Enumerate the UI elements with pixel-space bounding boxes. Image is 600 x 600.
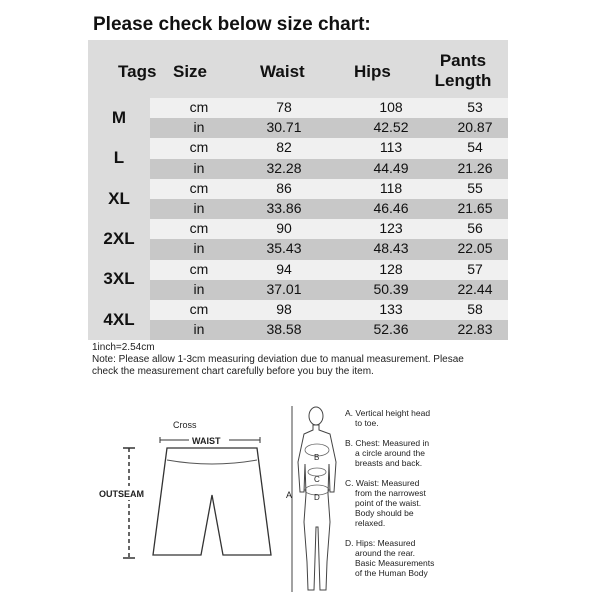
- unit-cell: cm: [189, 260, 209, 277]
- unit-cell: in: [193, 199, 205, 216]
- body-diagram: [284, 402, 344, 597]
- waist-cell: 30.71: [266, 119, 302, 136]
- waist-cell: 86: [276, 179, 292, 196]
- legend-d: [345, 538, 434, 578]
- size-tags-column: [88, 98, 150, 340]
- header-tags: Tags: [118, 62, 157, 81]
- length-cell: 57: [467, 260, 483, 277]
- legend-d-line2: around the rear.: [355, 548, 416, 558]
- waist-label: WAIST: [192, 436, 221, 446]
- length-cell: 54: [467, 139, 483, 156]
- legend-c: [345, 478, 426, 528]
- header-length-line1: Pants: [439, 51, 487, 70]
- unit-cell: in: [193, 119, 205, 136]
- outseam-label: OUTSEAM: [99, 489, 144, 499]
- unit-cell: cm: [189, 139, 209, 156]
- waist-cell: 33.86: [266, 199, 302, 216]
- header-hips: Hips: [354, 62, 391, 81]
- hips-cell: 118: [379, 179, 403, 196]
- legend-c-line2: from the narrowest: [355, 488, 426, 498]
- unit-cell: cm: [189, 179, 209, 196]
- cross-label: Cross: [173, 420, 197, 430]
- hips-cell: 50.39: [373, 280, 409, 297]
- hips-cell: 42.52: [373, 119, 409, 136]
- size-tag-3xl: 3XL: [103, 269, 135, 288]
- size-tag-4xl: 4XL: [103, 310, 135, 329]
- legend-a-line2: to toe.: [355, 418, 379, 428]
- hips-cell: 44.49: [373, 159, 409, 176]
- waist-cell: 38.58: [266, 321, 302, 338]
- header-size: Size: [173, 62, 208, 81]
- legend-a-line1: A. Vertical height head: [345, 408, 431, 418]
- unit-cell: cm: [189, 220, 209, 237]
- table-row: [150, 320, 508, 340]
- legend-b-line1: B. Chest: Measured in: [345, 438, 430, 448]
- size-table-body: [150, 98, 508, 340]
- legend-a: [345, 408, 430, 428]
- measurement-note-line2: check the measurement chart carefully before you buy the item.: [92, 366, 374, 377]
- table-row: [150, 300, 508, 320]
- table-row: [150, 179, 508, 199]
- hips-cell: 46.46: [373, 199, 409, 216]
- table-row: [150, 260, 508, 280]
- waist-cell: 35.43: [266, 240, 302, 257]
- legend-c-line3: point of the waist.: [355, 498, 422, 508]
- length-cell: 58: [467, 300, 483, 317]
- marker-a-label: A: [286, 490, 293, 500]
- table-row: [150, 159, 508, 179]
- table-row: [150, 118, 508, 138]
- waist-cell: 37.01: [266, 280, 302, 297]
- body-outline-icon: [298, 425, 336, 590]
- marker-b-label: B: [314, 453, 320, 462]
- size-tag-l: L: [113, 148, 125, 167]
- hips-cell: 108: [379, 99, 403, 115]
- marker-d-label: D: [314, 493, 320, 502]
- measurement-note-line1: Note: Please allow 1-3cm measuring deviation due to manual measurement. Plesae: [92, 354, 464, 365]
- length-cell: 21.65: [457, 199, 493, 216]
- length-cell: 55: [467, 179, 483, 196]
- hips-cell: 113: [379, 139, 403, 156]
- hips-cell: 48.43: [373, 240, 409, 257]
- hips-cell: 128: [379, 260, 403, 277]
- legend-d-line1: D. Hips: Measured: [345, 538, 416, 548]
- size-tag-2xl: 2XL: [103, 229, 135, 248]
- head-icon: [309, 407, 323, 425]
- legend-b-line3: breasts and back.: [355, 458, 423, 468]
- table-row: [150, 138, 508, 158]
- hips-cell: 52.36: [373, 321, 409, 338]
- legend-d-line3: Basic Measurements: [355, 558, 435, 568]
- legend-c-line4: Body should be: [355, 508, 414, 518]
- unit-cell: in: [193, 321, 205, 338]
- table-header: [88, 40, 508, 98]
- length-cell: 21.26: [457, 159, 493, 176]
- unit-cell: cm: [189, 99, 209, 115]
- size-tag-m: M: [111, 108, 127, 127]
- legend-c-line5: relaxed.: [355, 518, 386, 528]
- length-cell: 56: [467, 220, 483, 237]
- size-tag-xl: XL: [108, 189, 130, 208]
- table-row: [150, 199, 508, 219]
- unit-cell: in: [193, 159, 205, 176]
- waist-cell: 94: [276, 260, 292, 277]
- legend-d-line4: of the Human Body: [355, 568, 428, 578]
- length-cell: 53: [467, 99, 483, 115]
- page-title: Please check below size chart:: [93, 14, 371, 35]
- length-cell: 22.44: [457, 280, 493, 297]
- marker-c-label: C: [314, 475, 320, 484]
- unit-cell: in: [193, 240, 205, 257]
- waist-cell: 82: [276, 139, 292, 156]
- waist-cell: 90: [276, 220, 292, 237]
- length-cell: 20.87: [457, 119, 493, 136]
- unit-cell: in: [193, 280, 205, 297]
- header-waist: Waist: [260, 62, 305, 81]
- table-row: [150, 280, 508, 300]
- waist-cell: 78: [276, 99, 292, 115]
- header-length-line2: Length: [434, 71, 492, 90]
- legend-c-line1: C. Waist: Measured: [345, 478, 420, 488]
- waist-cell: 98: [276, 300, 292, 317]
- table-row: [150, 239, 508, 259]
- legend-b-line2: a circle around the: [355, 448, 425, 458]
- waist-cell: 32.28: [266, 159, 302, 176]
- conversion-note: 1inch=2.54cm: [92, 342, 155, 353]
- length-cell: 22.05: [457, 240, 493, 257]
- table-row: [150, 98, 508, 118]
- legend-b: [345, 438, 429, 468]
- unit-cell: cm: [189, 300, 209, 317]
- shorts-diagram: [95, 410, 285, 590]
- hips-cell: 133: [379, 300, 403, 317]
- hips-cell: 123: [379, 220, 403, 237]
- table-row: [150, 219, 508, 239]
- length-cell: 22.83: [457, 321, 493, 338]
